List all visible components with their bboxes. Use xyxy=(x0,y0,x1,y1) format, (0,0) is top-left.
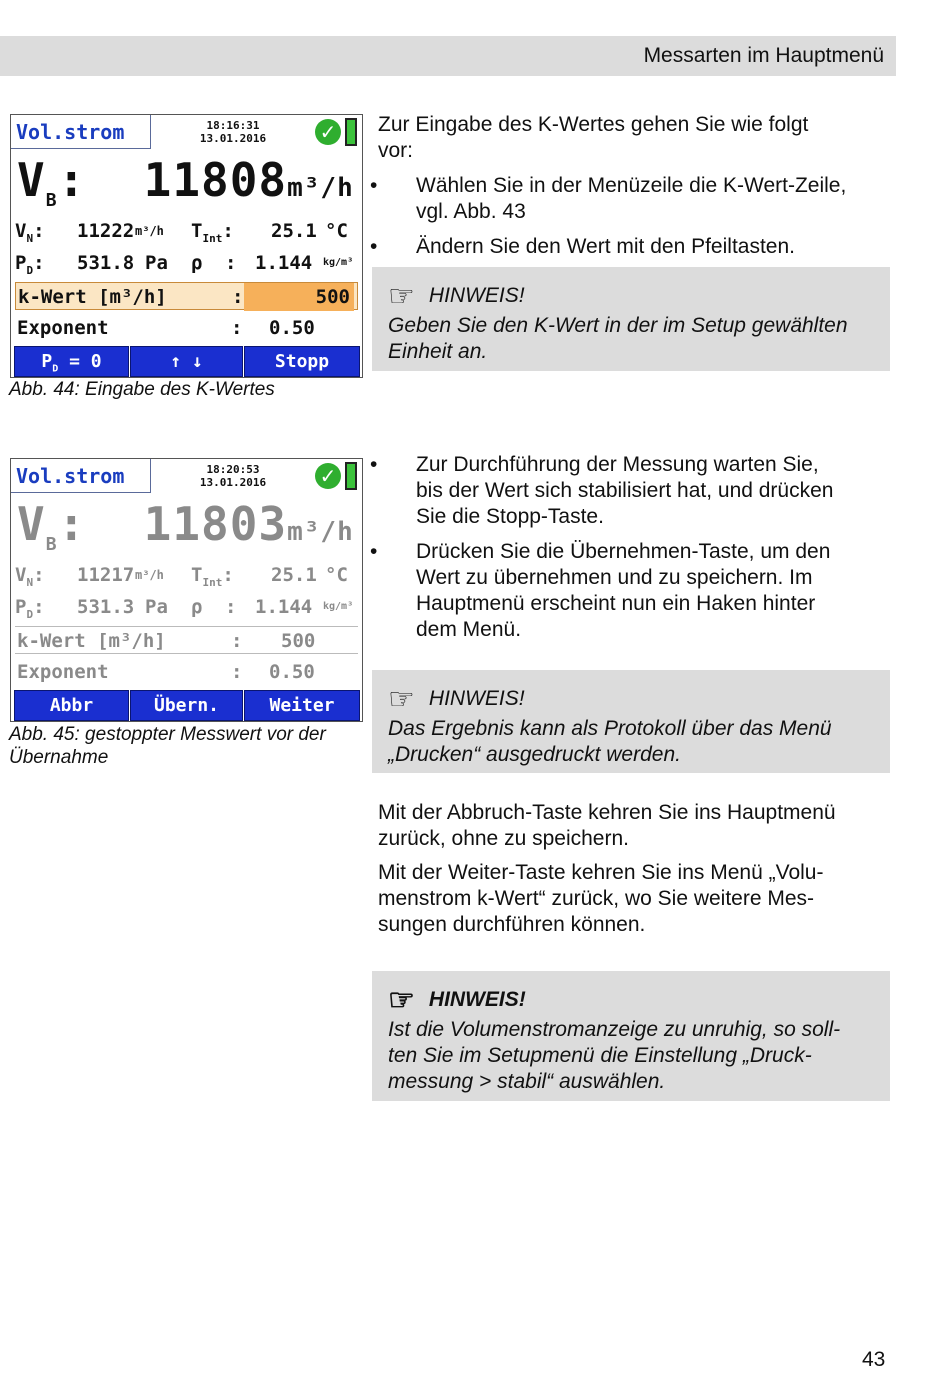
rho-unit: kg/m³ xyxy=(323,257,354,268)
paragraph-line: menstrom k-Wert“ zurück, wo Sie weitere Mes- xyxy=(378,887,815,910)
pd-unit: Pa xyxy=(145,252,168,274)
vn-unit: m³/h xyxy=(135,224,164,238)
tint-sub: Int xyxy=(202,231,223,245)
intro-paragraph xyxy=(378,112,808,164)
vn-unit: m³/h xyxy=(135,568,164,582)
note-line: Ist die Volumenstromanzeige zu unruhig, so soll- xyxy=(388,1018,841,1041)
paragraph-line: Mit der Weiter-Taste kehren Sie ins Menü „Volu- xyxy=(378,861,824,884)
note-line: messung > stabil“ auswählen. xyxy=(388,1070,666,1093)
note-line: Das Ergebnis kann als Protokoll über das Menü xyxy=(388,717,832,740)
screen-time: 18:20:53 xyxy=(206,463,260,476)
main-label-sub: B xyxy=(45,534,58,555)
pointing-hand-icon: ☞ xyxy=(388,984,415,1017)
note-line: Einheit an. xyxy=(388,340,488,363)
tint-value: 25.1 xyxy=(271,564,317,586)
k-value-label: k-Wert [m³/h] xyxy=(17,630,166,652)
bullet-line: Wählen Sie in der Menüzeile die K-Wert-Zeile, xyxy=(416,174,847,197)
bullet-line: Zur Durchführung der Messung warten Sie, xyxy=(416,453,819,476)
note-body xyxy=(388,313,884,365)
main-unit: m³/h xyxy=(287,517,354,547)
status-ok-icon: ✓ xyxy=(315,463,341,489)
figure-caption-45-line1: Abb. 45: gestoppter Messwert vor der xyxy=(9,724,326,745)
pd-label: P xyxy=(15,252,27,274)
pd-unit: Pa xyxy=(145,596,168,618)
exponent-value: 0.50 xyxy=(269,317,315,339)
note-line: Geben Sie den K-Wert in der im Setup gewählten xyxy=(388,314,848,337)
paragraph-continue xyxy=(378,860,823,938)
exponent-label: Exponent xyxy=(17,317,109,339)
pd-value: 531.3 xyxy=(77,596,135,618)
note-line: „Drucken“ ausgedruckt werden. xyxy=(388,743,681,766)
tint-unit: °C xyxy=(325,220,348,242)
pd-sub: D xyxy=(26,607,34,621)
note-heading-text: HINWEIS! xyxy=(428,284,525,307)
pd-value: 531.8 xyxy=(77,252,135,274)
figure-caption-45-line2: Übernahme xyxy=(9,747,109,768)
tint-sub: Int xyxy=(202,575,223,589)
screen-date: 13.01.2016 xyxy=(199,132,267,145)
screen-topbar xyxy=(11,459,362,495)
device-screen-stopped-value xyxy=(10,458,363,722)
softkey-pd-zero-label: $P_D = 0$ xyxy=(41,351,102,375)
rho-label: ρ xyxy=(191,252,203,274)
row-exponent: Exponent : 0.50 xyxy=(15,314,358,342)
softkey-pd-sub: D xyxy=(52,363,59,375)
softkey-accept[interactable]: Übern. xyxy=(130,690,243,721)
row-k-value: k-Wert [m³/h] : 500 xyxy=(15,626,358,654)
flow-main-value: $V_B$: 11803m³/h xyxy=(17,497,354,555)
softkey-bar xyxy=(11,690,362,721)
figure-caption-44: Abb. 44: Eingabe des K-Wertes xyxy=(9,379,275,400)
rho-unit: kg/m³ xyxy=(323,601,354,612)
screen-mode-label: Vol.strom xyxy=(11,459,151,493)
row-pd-rho: $P_D$: 531.8 Pa ρ : 1.144 kg/m³ xyxy=(15,249,358,277)
vn-label: V xyxy=(15,564,27,586)
tint-value: 25.1 xyxy=(271,220,317,242)
main-label-sub: B xyxy=(45,190,58,211)
bullet-line: vgl. Abb. 43 xyxy=(416,200,526,223)
paragraph-abort xyxy=(378,800,836,852)
device-screen-k-value-input xyxy=(10,114,363,378)
bullet-line: bis der Wert sich stabilisiert hat, und drücken xyxy=(416,479,834,502)
tint-label: T xyxy=(191,220,203,242)
flow-main-value: $V_B$: 11808m³/h xyxy=(17,153,354,211)
row-vn-tint: $V_N$: 11217 m³/h $T_{Int}$: 25.1 °C xyxy=(15,561,358,589)
note-heading-text: HINWEIS! xyxy=(428,988,526,1011)
bullet-line: Hauptmenü erscheint nun ein Haken hinter xyxy=(416,592,816,615)
bullet-line: dem Menü. xyxy=(416,618,522,641)
exponent-value: 0.50 xyxy=(269,661,315,683)
pointing-hand-icon: ☞ xyxy=(388,683,415,716)
k-value-label: k-Wert [m³/h] xyxy=(18,286,167,308)
note-heading xyxy=(388,279,525,314)
screen-datetime xyxy=(153,115,313,149)
exponent-label: Exponent xyxy=(17,661,109,683)
note-heading xyxy=(388,682,525,717)
page-number: 43 xyxy=(862,1348,886,1371)
page-header-title: Messarten im Hauptmenü xyxy=(643,44,884,67)
softkey-arrows[interactable]: ↑ ↓ xyxy=(130,346,243,377)
rho-value: 1.144 xyxy=(255,252,313,274)
softkey-stop[interactable]: Stopp xyxy=(244,346,360,377)
softkey-abort[interactable]: Abbr xyxy=(14,690,129,721)
bullet-line: Wert zu übernehmen und zu speichern. Im xyxy=(416,566,813,589)
note-heading-text: HINWEIS! xyxy=(428,687,525,710)
softkey-bar xyxy=(11,346,362,377)
figure-caption-45 xyxy=(9,723,326,769)
main-label: V xyxy=(17,153,46,207)
screen-time: 18:16:31 xyxy=(206,119,260,132)
row-exponent: Exponent : 0.50 xyxy=(15,658,358,686)
screen-datetime xyxy=(153,459,313,493)
main-value: 11808 xyxy=(143,153,288,207)
vn-sub: N xyxy=(26,231,34,245)
main-label: V xyxy=(17,497,46,551)
intro-line1: Zur Eingabe des K-Wertes gehen Sie wie folgt xyxy=(378,113,809,136)
vn-label: V xyxy=(15,220,27,242)
status-ok-icon: ✓ xyxy=(315,119,341,145)
vn-value: 11217 xyxy=(77,564,135,586)
pd-sub: D xyxy=(26,263,34,277)
row-k-value-selected[interactable]: k-Wert [m³/h] : 500 xyxy=(15,282,358,310)
main-unit: m³/h xyxy=(287,173,354,203)
screen-mode-label: Vol.strom xyxy=(11,115,151,149)
pd-label: P xyxy=(15,596,27,618)
tint-label: T xyxy=(191,564,203,586)
note-body xyxy=(388,1017,884,1095)
vn-sub: N xyxy=(26,575,34,589)
note-body xyxy=(388,716,884,768)
softkey-continue[interactable]: Weiter xyxy=(244,690,360,721)
bullet-line: Sie die Stopp-Taste. xyxy=(416,505,604,528)
rho-value: 1.144 xyxy=(255,596,313,618)
note-box-3 xyxy=(372,971,890,1101)
k-value-value: 500 xyxy=(281,630,316,652)
softkey-pd-zero[interactable] xyxy=(14,346,129,377)
k-value-value[interactable]: 500 xyxy=(244,283,354,311)
vn-value: 11222 xyxy=(77,220,135,242)
header-bar xyxy=(0,36,896,76)
paragraph-line: Mit der Abbruch-Taste kehren Sie ins Hauptmenü xyxy=(378,801,836,824)
bullet-line: Ändern Sie den Wert mit den Pfeiltasten. xyxy=(416,235,795,258)
bullet-line: Drücken Sie die Übernehmen-Taste, um den xyxy=(416,540,831,563)
tint-unit: °C xyxy=(325,564,348,586)
note-line: ten Sie im Setupmenü die Einstellung „Druck- xyxy=(388,1044,812,1067)
paragraph-line: sungen durchführen können. xyxy=(378,913,646,936)
paragraph-line: zurück, ohne zu speichern. xyxy=(378,827,629,850)
rho-label: ρ xyxy=(191,596,203,618)
note-heading xyxy=(388,983,526,1018)
note-box-2 xyxy=(372,670,890,773)
main-value: 11803 xyxy=(143,497,288,551)
battery-icon xyxy=(345,118,357,146)
row-vn-tint: $V_N$: 11222 m³/h $T_{Int}$: 25.1 °C xyxy=(15,217,358,245)
screen-date: 13.01.2016 xyxy=(199,476,267,489)
pointing-hand-icon: ☞ xyxy=(388,280,415,313)
screen-topbar xyxy=(11,115,362,151)
intro-line2: vor: xyxy=(378,139,414,162)
row-pd-rho: $P_D$: 531.3 Pa ρ : 1.144 kg/m³ xyxy=(15,593,358,621)
battery-icon xyxy=(345,462,357,490)
note-box-1 xyxy=(372,267,890,371)
